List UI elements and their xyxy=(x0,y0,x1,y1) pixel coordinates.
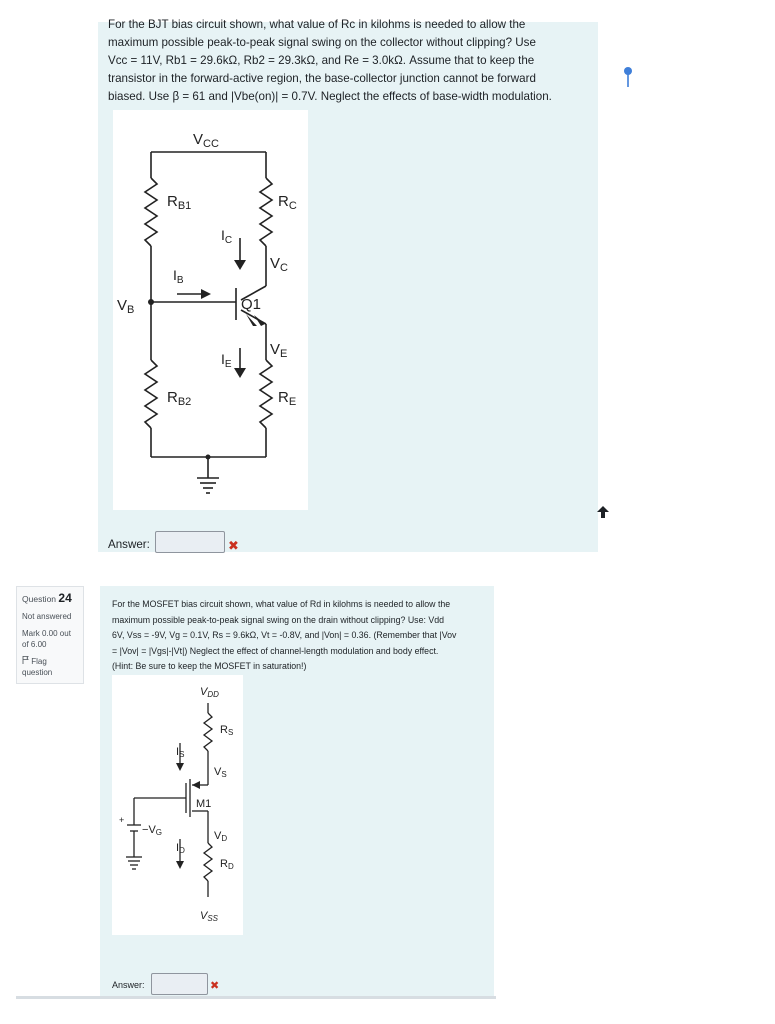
ic-label: $I_C$ xyxy=(221,227,233,246)
id-label: ID xyxy=(176,842,185,855)
question-text-line: For the MOSFET bias circuit shown, what value of Rd in kilohms is needed to allow the xyxy=(112,599,451,609)
rc-label: $R_C$ xyxy=(278,193,297,212)
vdd-label: VDD xyxy=(200,686,219,699)
vss-label: VSS xyxy=(200,910,219,923)
rb2-label: $R_{B2}$ xyxy=(167,389,192,408)
ve-label: $V_E$ xyxy=(270,341,288,360)
vg-label: −VG xyxy=(142,824,163,837)
question-23-text xyxy=(108,16,588,106)
q1-label: Q1 xyxy=(241,296,262,313)
mosfet-circuit-diagram xyxy=(112,675,243,935)
rs-label: RS xyxy=(220,724,234,737)
question-text-line: = |Vov| = |Vgs|-|Vt|) Neglect the effect of channel-length modulation and body effect. xyxy=(112,645,439,656)
question-status: Not answered xyxy=(22,612,72,621)
rd-label: RD xyxy=(220,858,234,871)
incorrect-icon: ✖ xyxy=(210,980,220,992)
question-24-text xyxy=(112,597,492,675)
re-label: $R_E$ xyxy=(278,389,297,408)
flag-question-link[interactable]: Flag question xyxy=(22,657,53,677)
question-text-line: transistor in the forward-active region, the base-collector junction cannot be forward xyxy=(108,72,536,85)
id-arrow xyxy=(176,861,184,869)
ie-label: $I_E$ xyxy=(221,351,232,370)
question-text-line: (Hint: Be sure to keep the MOSFET in saturation!) xyxy=(112,661,307,672)
vcc-label: $V_{CC}$ xyxy=(193,131,219,150)
vs-label: VS xyxy=(214,766,227,779)
question-text-line: biased. Use β = 61 and |Vbe(on)| = 0.7V. Neglect the effects of base-width modulation. xyxy=(108,90,552,103)
question-info-box xyxy=(16,586,84,684)
ib-label: $I_B$ xyxy=(173,267,184,286)
question-text-line: For the BJT bias circuit shown, what value of Rc in kilohms is needed to allow the xyxy=(108,18,526,31)
question-number: Question 24 xyxy=(22,591,72,605)
answer-input[interactable] xyxy=(155,531,225,553)
vc-label: $V_C$ xyxy=(270,255,288,274)
ib-arrow xyxy=(201,289,211,299)
question-mark: Mark 0.00 out of 6.00 xyxy=(22,629,71,649)
is-arrow xyxy=(176,763,184,771)
question-text-line: 6V, Vss = -9V, Vg = 0.1V, Rs = 9.6kΩ, Vt = -0.8V, and |Von| = 0.36. (Remember that |Vov xyxy=(112,630,457,641)
ground-node xyxy=(206,455,211,460)
base-node xyxy=(148,299,154,305)
m1-label: M1 xyxy=(196,798,212,810)
ie-arrow xyxy=(234,368,246,378)
vd-label: VD xyxy=(214,830,228,843)
arrow-up-icon[interactable] xyxy=(596,504,610,520)
is-label: IS xyxy=(176,746,185,759)
mosfet-circuit-svg xyxy=(112,675,243,935)
question-text-line: Vcc = 11V, Rb1 = 29.6kΩ, Rb2 = 29.3kΩ, and Re = 3.0kΩ. Assume that to keep the xyxy=(108,54,535,67)
plus-label: + xyxy=(119,815,125,825)
flag-icon xyxy=(22,656,29,664)
pin-icon xyxy=(622,66,634,88)
bjt-circuit-diagram xyxy=(113,110,308,510)
question-text-line: maximum possible peak-to-peak signal swing on the collector without clipping? Use xyxy=(108,36,536,49)
source-arrow xyxy=(192,781,200,789)
answer-label: Answer: xyxy=(108,538,150,551)
rb1-label: $R_{B1}$ xyxy=(167,193,192,212)
bjt-circuit-svg xyxy=(113,110,308,510)
ic-arrow xyxy=(234,260,246,270)
vb-label: $V_B$ xyxy=(117,297,135,316)
answer-input[interactable] xyxy=(151,973,208,995)
answer-label: Answer: xyxy=(112,980,145,990)
page-divider xyxy=(16,996,496,999)
incorrect-icon: ✖ xyxy=(228,538,239,553)
question-text-line: maximum possible peak-to-peak signal swing on the drain without clipping? Use: Vdd xyxy=(112,614,445,625)
